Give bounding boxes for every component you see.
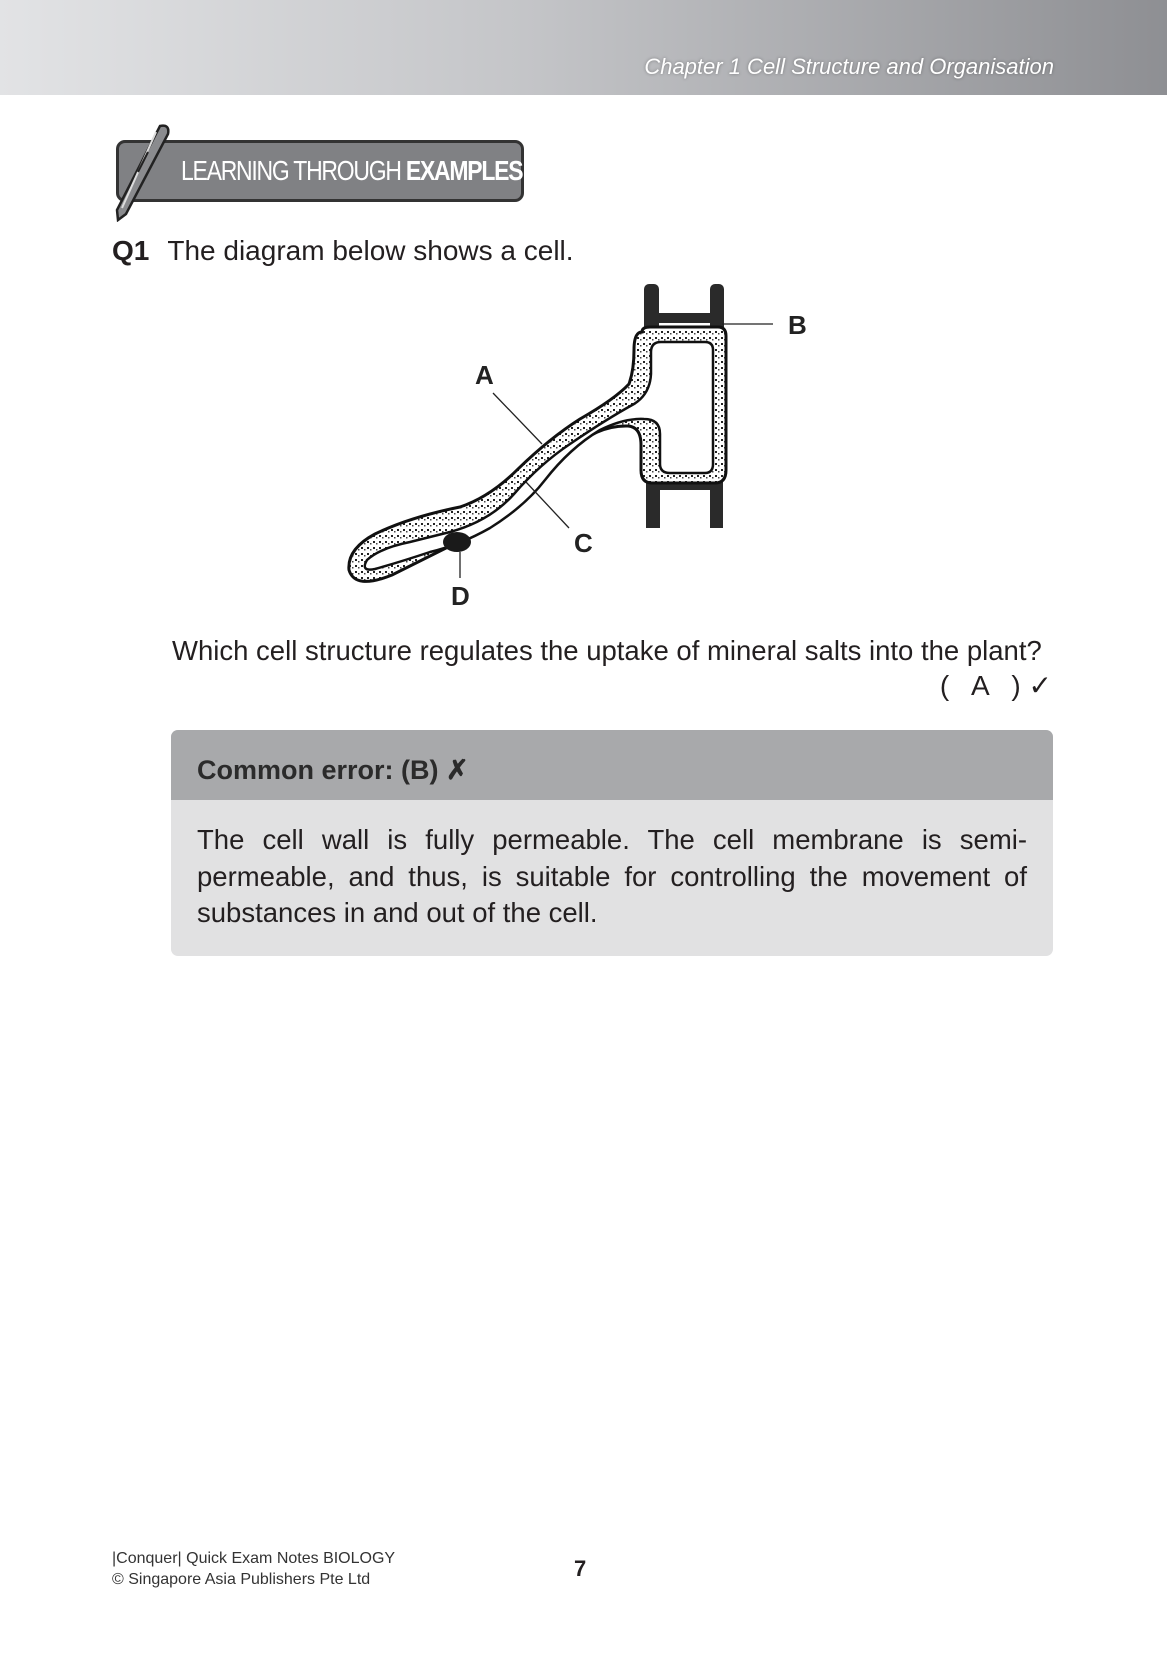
page-header	[0, 0, 1167, 95]
question-text: Which cell structure regulates the uptake of mineral salts into the plant?	[172, 635, 1042, 666]
question-intro	[112, 235, 574, 267]
question-number: Q1	[112, 235, 150, 266]
page-number: 7	[574, 1556, 587, 1581]
label-b: B	[788, 310, 807, 340]
nucleus	[443, 532, 471, 552]
footer-book-title: |Conquer| Quick Exam Notes BIOLOGY	[112, 1550, 396, 1567]
label-a: A	[475, 360, 494, 390]
banner-label: LEARNING THROUGH	[181, 155, 406, 186]
label-c: C	[574, 528, 593, 558]
common-error-body: The cell wall is fully permeable. The cell membrane is semi-permeable, and thus, is suitable for controlling the movement of substances in and out of the cell.	[197, 824, 1027, 928]
banner-label-bold: EXAMPLES	[405, 155, 523, 186]
question-intro-text: The diagram below shows a cell.	[167, 235, 574, 266]
root-hair-cell-diagram	[330, 270, 830, 620]
chapter-title: Chapter 1 Cell Structure and Organisation	[644, 54, 1054, 79]
answer: ( A ) ✓	[939, 670, 1052, 701]
footer-copyright: © Singapore Asia Publishers Pte Ltd	[112, 1571, 371, 1588]
label-d: D	[451, 581, 470, 611]
common-error-box	[171, 730, 1053, 956]
common-error-title: Common error: (B) ✗	[171, 730, 1053, 800]
pen-icon	[108, 122, 178, 222]
footer	[112, 1548, 395, 1590]
